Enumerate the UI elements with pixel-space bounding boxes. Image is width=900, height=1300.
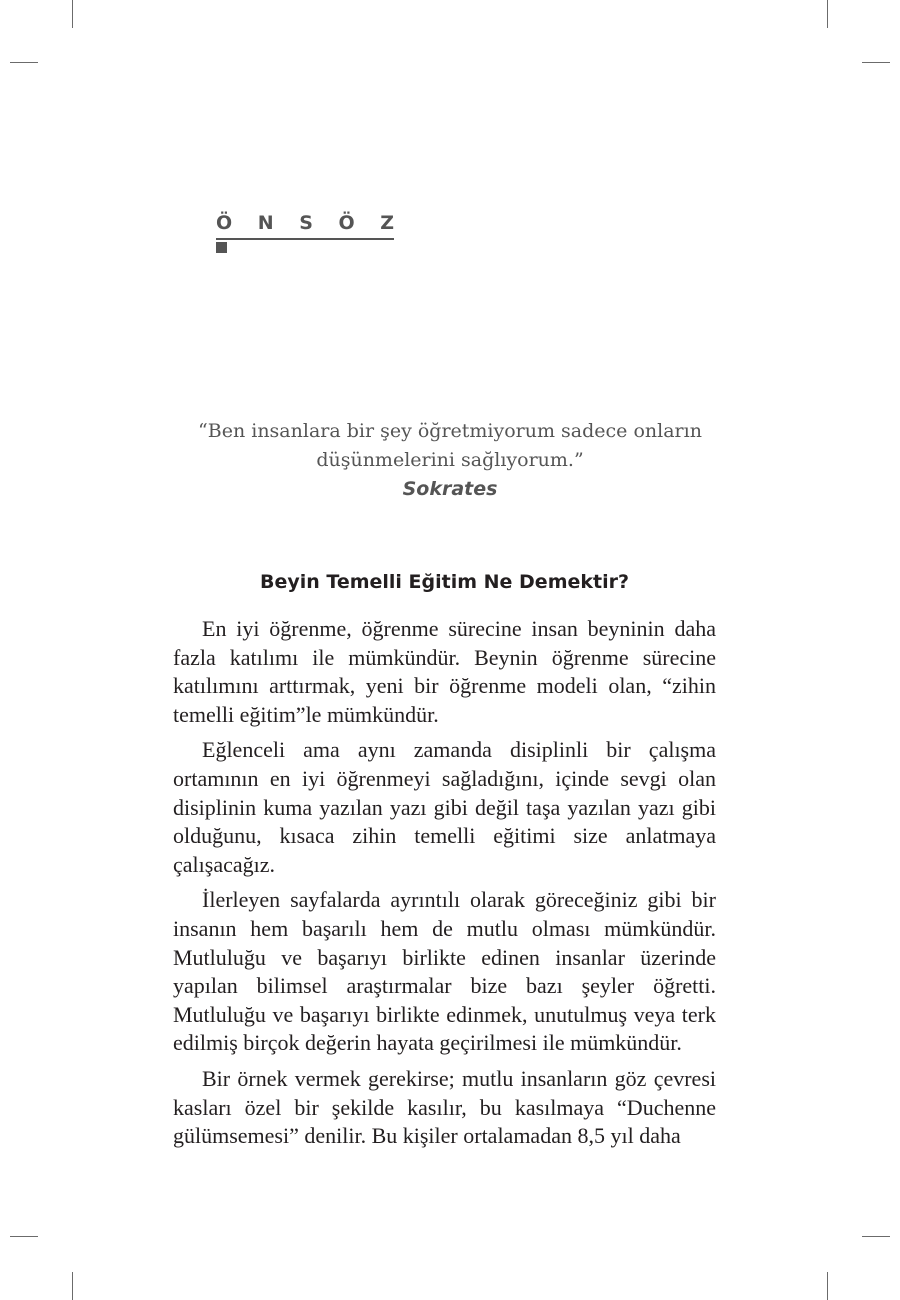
section-rule bbox=[216, 238, 394, 240]
epigraph bbox=[150, 417, 750, 504]
article-title: Beyin Temelli Eğitim Ne Demektir? bbox=[259, 571, 630, 593]
section-square-ornament bbox=[216, 242, 227, 253]
crop-mark-top-right bbox=[827, 0, 828, 28]
crop-mark-top-left bbox=[72, 0, 73, 28]
section-title bbox=[216, 210, 394, 236]
section-title-letter: N bbox=[257, 212, 274, 234]
section-title-letter: S bbox=[299, 212, 313, 234]
section-heading bbox=[216, 210, 394, 253]
epigraph-author: Sokrates bbox=[402, 478, 498, 500]
section-title-letter: Z bbox=[380, 212, 394, 234]
crop-mark-bottom-left bbox=[72, 1272, 73, 1300]
body-paragraph: Bir örnek vermek gerekirse; mutlu insanların göz çevresi kasları özel bir şekilde kasılır, bu kasılmaya “Duchenne gülümsemesi” denilir. Bu kişiler ortalamadan 8,5 yıl daha bbox=[173, 1065, 716, 1149]
body-paragraph: İlerleyen sayfalarda ayrıntılı olarak göreceğiniz gibi bir insanın hem başarılı hem de mutlu olması mümkündür. Mutluluğu ve başarıyı birlikte edinen insanlar üzerinde yapılan bilimsel araştırmalar bize bazı şeyler öğretti. Mutluluğu ve başarıyı birlikte edinmek, unutulmuş veya terk edilmiş birçok değerin hayata geçirilmesi ile mümkündür. bbox=[173, 887, 716, 1056]
crop-mark-left-bottom bbox=[10, 1236, 38, 1237]
epigraph-quote-line-2: düşünmelerini sağlıyorum.” bbox=[316, 449, 584, 471]
section-title-letter: Ö bbox=[216, 212, 233, 234]
body-paragraph: Eğlenceli ama aynı zamanda disiplinli bir çalışma ortamının en iyi öğrenmeyi sağladığını, içinde sevgi olan disiplinin kuma yazılan yazı gibi değil taşa yazılan yazı gibi olduğunu, kısaca zihin temelli eğitimi size anlatmaya çalışacağız. bbox=[173, 737, 716, 877]
epigraph-quote-line-1: “Ben insanlara bir şey öğretmiyorum sadece onların bbox=[198, 420, 702, 442]
crop-mark-right-top bbox=[862, 62, 890, 63]
section-title-letter: Ö bbox=[338, 212, 355, 234]
crop-mark-right-bottom bbox=[862, 1236, 890, 1237]
body-paragraph: En iyi öğrenme, öğrenme sürecine insan beyninin daha fazla katılımı ile mümkündür. Beynin öğrenme sürecine katılımını arttırmak, yeni bir öğrenme modeli olan, “zihin temelli eğitim”le mümkündür. bbox=[173, 616, 716, 727]
article-body bbox=[173, 615, 716, 1158]
crop-mark-bottom-right bbox=[827, 1272, 828, 1300]
crop-mark-left-top bbox=[10, 62, 38, 63]
